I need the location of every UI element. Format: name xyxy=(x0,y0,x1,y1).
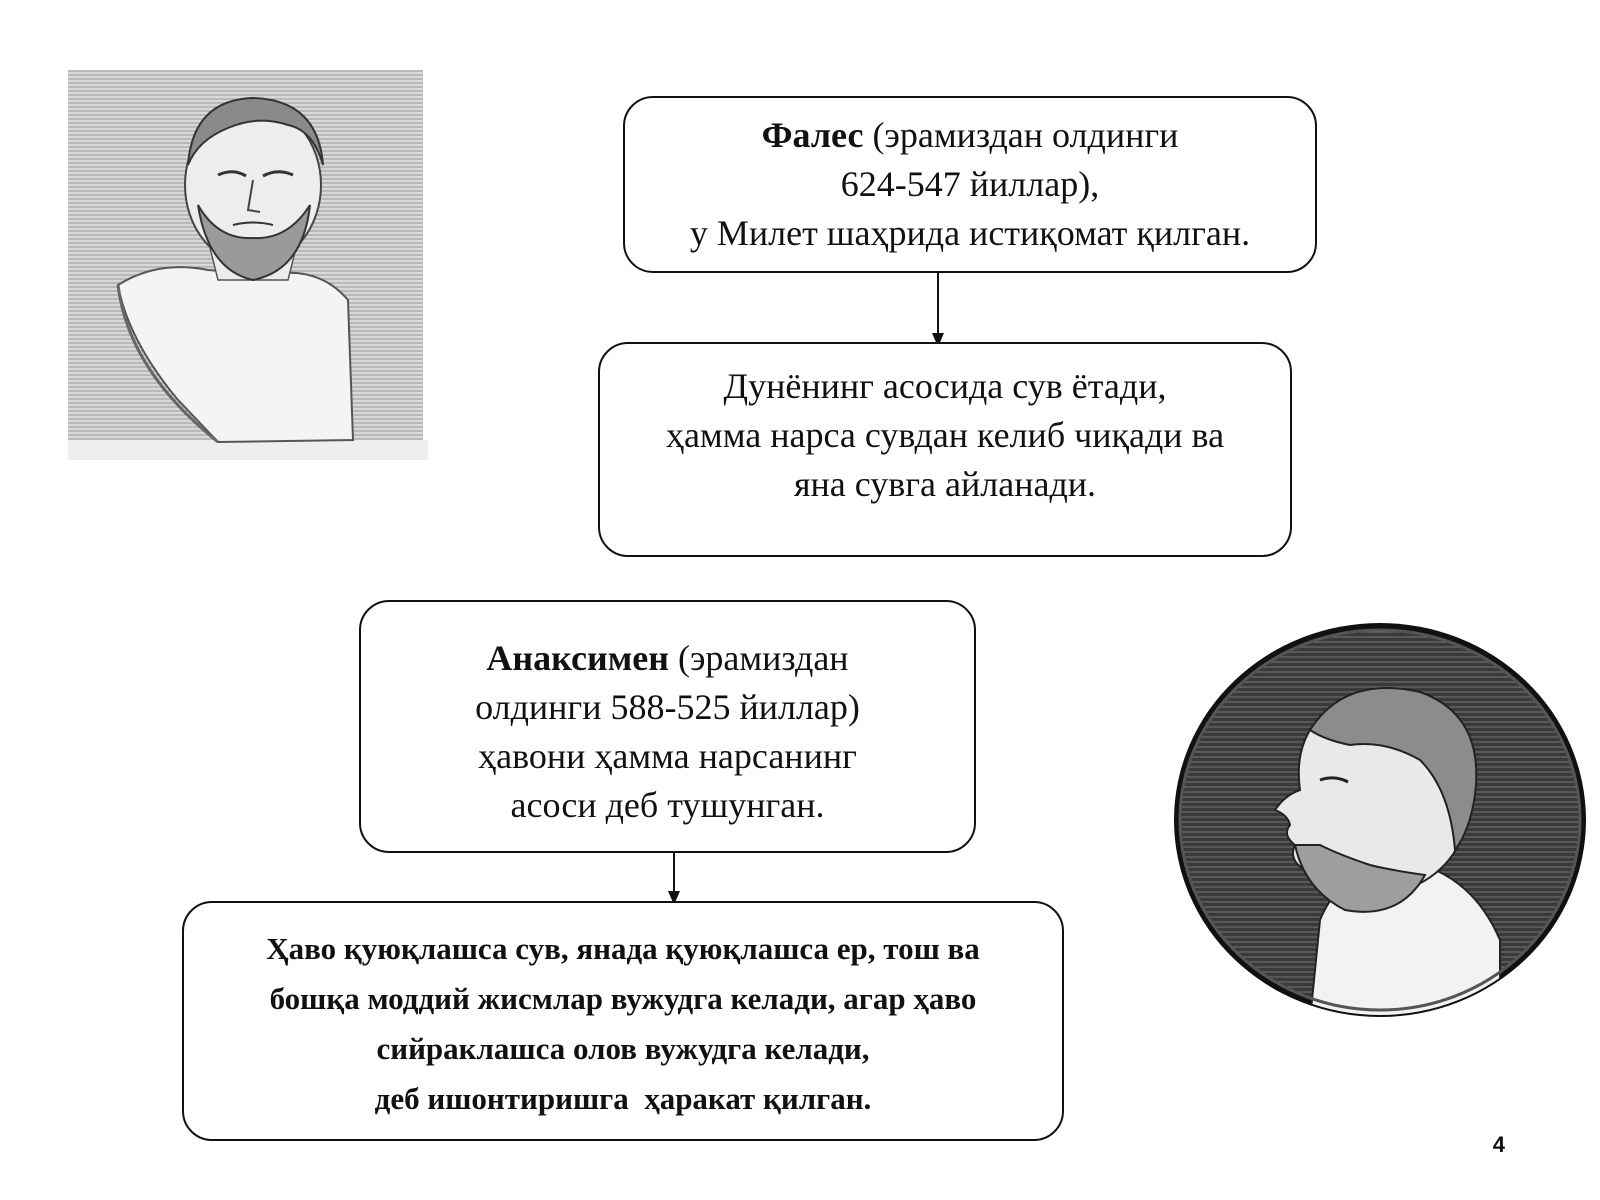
anaximenes-claim-box xyxy=(182,901,1064,1141)
anaximenes-claim-line-1: Ҳаво қуюқлашса сув, янада қуюқлашса ер, тош ва xyxy=(266,931,980,966)
thales-dates-intro: (эрамиздан олдинги xyxy=(863,115,1179,155)
arrow-down-connector xyxy=(931,273,945,347)
anaximenes-medallion-image xyxy=(1170,620,1590,1040)
thales-info-line-2: 624-547 йиллар), xyxy=(840,164,1100,204)
thales-info-line-1 xyxy=(762,111,1179,160)
anaximenes-info-line-2: олдинги 588-525 йиллар) xyxy=(475,686,860,727)
arrow-down-connector xyxy=(667,853,681,905)
thales-info-box xyxy=(623,96,1317,273)
thales-claim-line-3: яна сувга айланади. xyxy=(793,464,1097,504)
anaximenes-dates-intro: (эрамиздан xyxy=(668,637,849,678)
anaximenes-claim-line-2: бошқа моддий жисмлар вужудга келади, агар ҳаво xyxy=(269,981,977,1016)
thales-bust-image xyxy=(68,70,428,460)
thales-claim-line-1: Дунёнинг асосида сув ётади, xyxy=(723,366,1167,406)
anaximenes-info-box xyxy=(359,600,976,853)
anaximenes-info-line-4: асоси деб тушунган. xyxy=(510,784,825,825)
thales-name: Фалес xyxy=(761,115,864,155)
thales-claim-box xyxy=(598,342,1292,557)
anaximenes-claim-line-3: сийраклашса олов вужудга келади, xyxy=(376,1031,870,1066)
anaximenes-info-line-3: ҳавони ҳамма нарсанинг xyxy=(478,735,857,776)
thales-claim-line-2: ҳамма нарса сувдан келиб чиқади ва xyxy=(665,415,1225,455)
anaximenes-info-line-1 xyxy=(486,634,848,683)
thales-info-line-3: у Милет шаҳрида истиқомат қилган. xyxy=(689,213,1251,253)
page-number: 4 xyxy=(1492,1132,1505,1157)
anaximenes-claim-line-4: деб ишонтиришга ҳаракат қилган. xyxy=(374,1081,872,1116)
anaximenes-name: Анаксимен xyxy=(486,637,669,678)
